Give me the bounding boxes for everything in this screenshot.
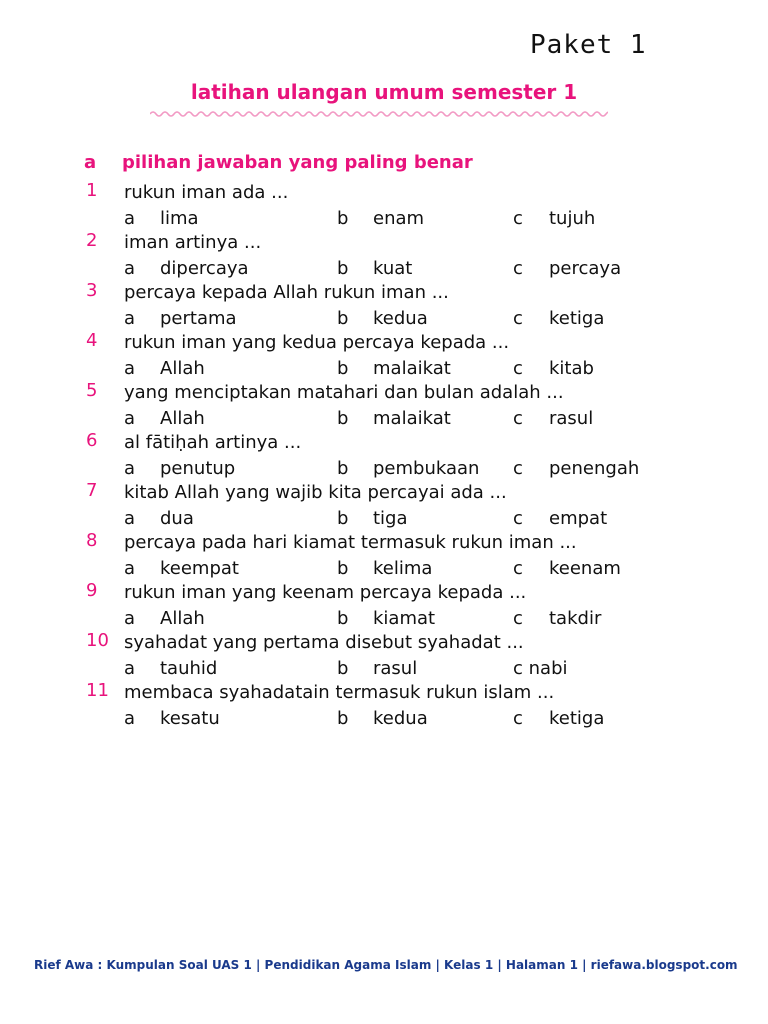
option-text: enam xyxy=(373,208,425,229)
option-letter: c xyxy=(513,508,523,529)
option-a xyxy=(124,258,249,279)
option-letter: c xyxy=(513,558,523,579)
option-a xyxy=(124,508,194,529)
option-letter: b xyxy=(337,358,349,379)
option-b xyxy=(337,558,432,579)
option-text: kitab xyxy=(549,358,594,379)
option-text: tauhid xyxy=(160,658,218,679)
paket-label: Paket 1 xyxy=(530,30,647,60)
option-letter: b xyxy=(337,408,349,429)
question-text: rukun iman ada ... xyxy=(124,182,289,203)
option-text: lima xyxy=(160,208,199,229)
option-letter: c xyxy=(513,458,523,479)
option-letter: c xyxy=(513,308,523,329)
question-number: 6 xyxy=(86,430,98,451)
option-text: rasul xyxy=(549,408,594,429)
option-text: kuat xyxy=(373,258,413,279)
option-a xyxy=(124,308,237,329)
option-text: keempat xyxy=(160,558,239,579)
option-c xyxy=(513,458,639,479)
question-item xyxy=(0,578,768,628)
option-text: malaikat xyxy=(373,408,451,429)
question-number: 11 xyxy=(86,680,109,701)
option-letter: a xyxy=(124,558,136,579)
question-text: syahadat yang pertama disebut syahadat ... xyxy=(124,632,524,653)
option-text: tujuh xyxy=(549,208,596,229)
option-letter: c xyxy=(513,608,523,629)
option-a xyxy=(124,658,217,679)
option-letter: a xyxy=(124,508,136,529)
option-b xyxy=(337,508,408,529)
option-letter: b xyxy=(337,558,349,579)
question-text: kitab Allah yang wajib kita percayai ada ... xyxy=(124,482,507,503)
option-letter: b xyxy=(337,508,349,529)
question-number: 10 xyxy=(86,630,109,651)
option-text: dipercaya xyxy=(160,258,249,279)
option-c xyxy=(513,308,604,329)
option-text: ketiga xyxy=(549,308,605,329)
option-letter: b xyxy=(337,608,349,629)
question-number: 9 xyxy=(86,580,98,601)
option-b xyxy=(337,458,479,479)
option-text: nabi xyxy=(528,658,568,679)
option-text: ketiga xyxy=(549,708,605,729)
option-letter: a xyxy=(124,258,136,279)
option-c xyxy=(513,408,593,429)
question-text: al fātiḥah artinya ... xyxy=(124,432,302,453)
option-b xyxy=(337,658,417,679)
question-list xyxy=(0,178,768,728)
option-letter: b xyxy=(337,658,349,679)
question-number: 2 xyxy=(86,230,98,251)
question-text: iman artinya ... xyxy=(124,232,262,253)
option-text: pembukaan xyxy=(373,458,480,479)
option-text: penengah xyxy=(549,458,640,479)
option-letter: a xyxy=(124,658,136,679)
option-text: tiga xyxy=(373,508,408,529)
option-a xyxy=(124,408,205,429)
question-number: 4 xyxy=(86,330,98,351)
option-text: dua xyxy=(160,508,194,529)
question-item xyxy=(0,328,768,378)
option-letter: b xyxy=(337,458,349,479)
question-number: 7 xyxy=(86,480,98,501)
option-c xyxy=(513,208,595,229)
question-number: 5 xyxy=(86,380,98,401)
option-b xyxy=(337,358,451,379)
question-text: rukun iman yang kedua percaya kepada ... xyxy=(124,332,510,353)
option-c xyxy=(513,658,568,679)
option-b xyxy=(337,408,451,429)
option-letter: c xyxy=(513,208,523,229)
section-heading xyxy=(84,152,473,173)
option-text: keenam xyxy=(549,558,621,579)
option-letter: a xyxy=(124,458,136,479)
question-number: 1 xyxy=(86,180,98,201)
question-item xyxy=(0,428,768,478)
wavy-underline xyxy=(150,109,608,119)
option-letter: c xyxy=(513,258,523,279)
question-item xyxy=(0,228,768,278)
page-title: latihan ulangan umum semester 1 xyxy=(190,80,578,104)
option-text: empat xyxy=(549,508,608,529)
option-c xyxy=(513,608,601,629)
option-c xyxy=(513,558,621,579)
option-letter: b xyxy=(337,258,349,279)
option-a xyxy=(124,708,220,729)
option-c xyxy=(513,358,594,379)
option-letter: c xyxy=(513,658,523,679)
option-b xyxy=(337,608,435,629)
option-text: kelima xyxy=(373,558,433,579)
option-letter: a xyxy=(124,308,136,329)
option-letter: a xyxy=(124,408,136,429)
option-text: Allah xyxy=(160,608,205,629)
section-letter: a xyxy=(84,152,97,173)
option-c xyxy=(513,258,621,279)
option-text: rasul xyxy=(373,658,418,679)
option-letter: b xyxy=(337,708,349,729)
option-c xyxy=(513,508,607,529)
option-letter: c xyxy=(513,708,523,729)
option-letter: c xyxy=(513,408,523,429)
question-text: yang menciptakan matahari dan bulan adalah ... xyxy=(124,382,564,403)
question-item xyxy=(0,378,768,428)
option-c xyxy=(513,708,604,729)
option-text: takdir xyxy=(549,608,602,629)
option-text: kiamat xyxy=(373,608,436,629)
option-text: penutup xyxy=(160,458,236,479)
option-b xyxy=(337,258,412,279)
question-text: membaca syahadatain termasuk rukun islam ... xyxy=(124,682,555,703)
question-item xyxy=(0,628,768,678)
option-b xyxy=(337,708,428,729)
option-text: percaya xyxy=(549,258,622,279)
option-letter: a xyxy=(124,208,136,229)
question-item xyxy=(0,178,768,228)
option-letter: b xyxy=(337,308,349,329)
question-number: 3 xyxy=(86,280,98,301)
option-letter: b xyxy=(337,208,349,229)
option-a xyxy=(124,458,235,479)
question-text: rukun iman yang keenam percaya kepada ... xyxy=(124,582,527,603)
option-b xyxy=(337,308,428,329)
option-a xyxy=(124,358,205,379)
option-a xyxy=(124,608,205,629)
question-text: percaya pada hari kiamat termasuk rukun iman ... xyxy=(124,532,577,553)
question-item xyxy=(0,478,768,528)
option-letter: a xyxy=(124,358,136,379)
option-a xyxy=(124,558,239,579)
question-text: percaya kepada Allah rukun iman ... xyxy=(124,282,449,303)
option-a xyxy=(124,208,199,229)
question-item xyxy=(0,528,768,578)
option-text: kedua xyxy=(373,308,428,329)
option-letter: c xyxy=(513,358,523,379)
option-text: malaikat xyxy=(373,358,451,379)
option-text: Allah xyxy=(160,408,205,429)
question-number: 8 xyxy=(86,530,98,551)
footer-credit: Rief Awa : Kumpulan Soal UAS 1 | Pendidikan Agama Islam | Kelas 1 | Halaman 1 | riefawa.blogspot.com xyxy=(34,958,738,972)
question-item xyxy=(0,278,768,328)
option-letter: a xyxy=(124,708,136,729)
option-b xyxy=(337,208,424,229)
option-text: pertama xyxy=(160,308,237,329)
section-title: pilihan jawaban yang paling benar xyxy=(122,152,473,173)
option-text: Allah xyxy=(160,358,205,379)
option-letter: a xyxy=(124,608,136,629)
question-item xyxy=(0,678,768,728)
option-text: kesatu xyxy=(160,708,220,729)
option-text: kedua xyxy=(373,708,428,729)
